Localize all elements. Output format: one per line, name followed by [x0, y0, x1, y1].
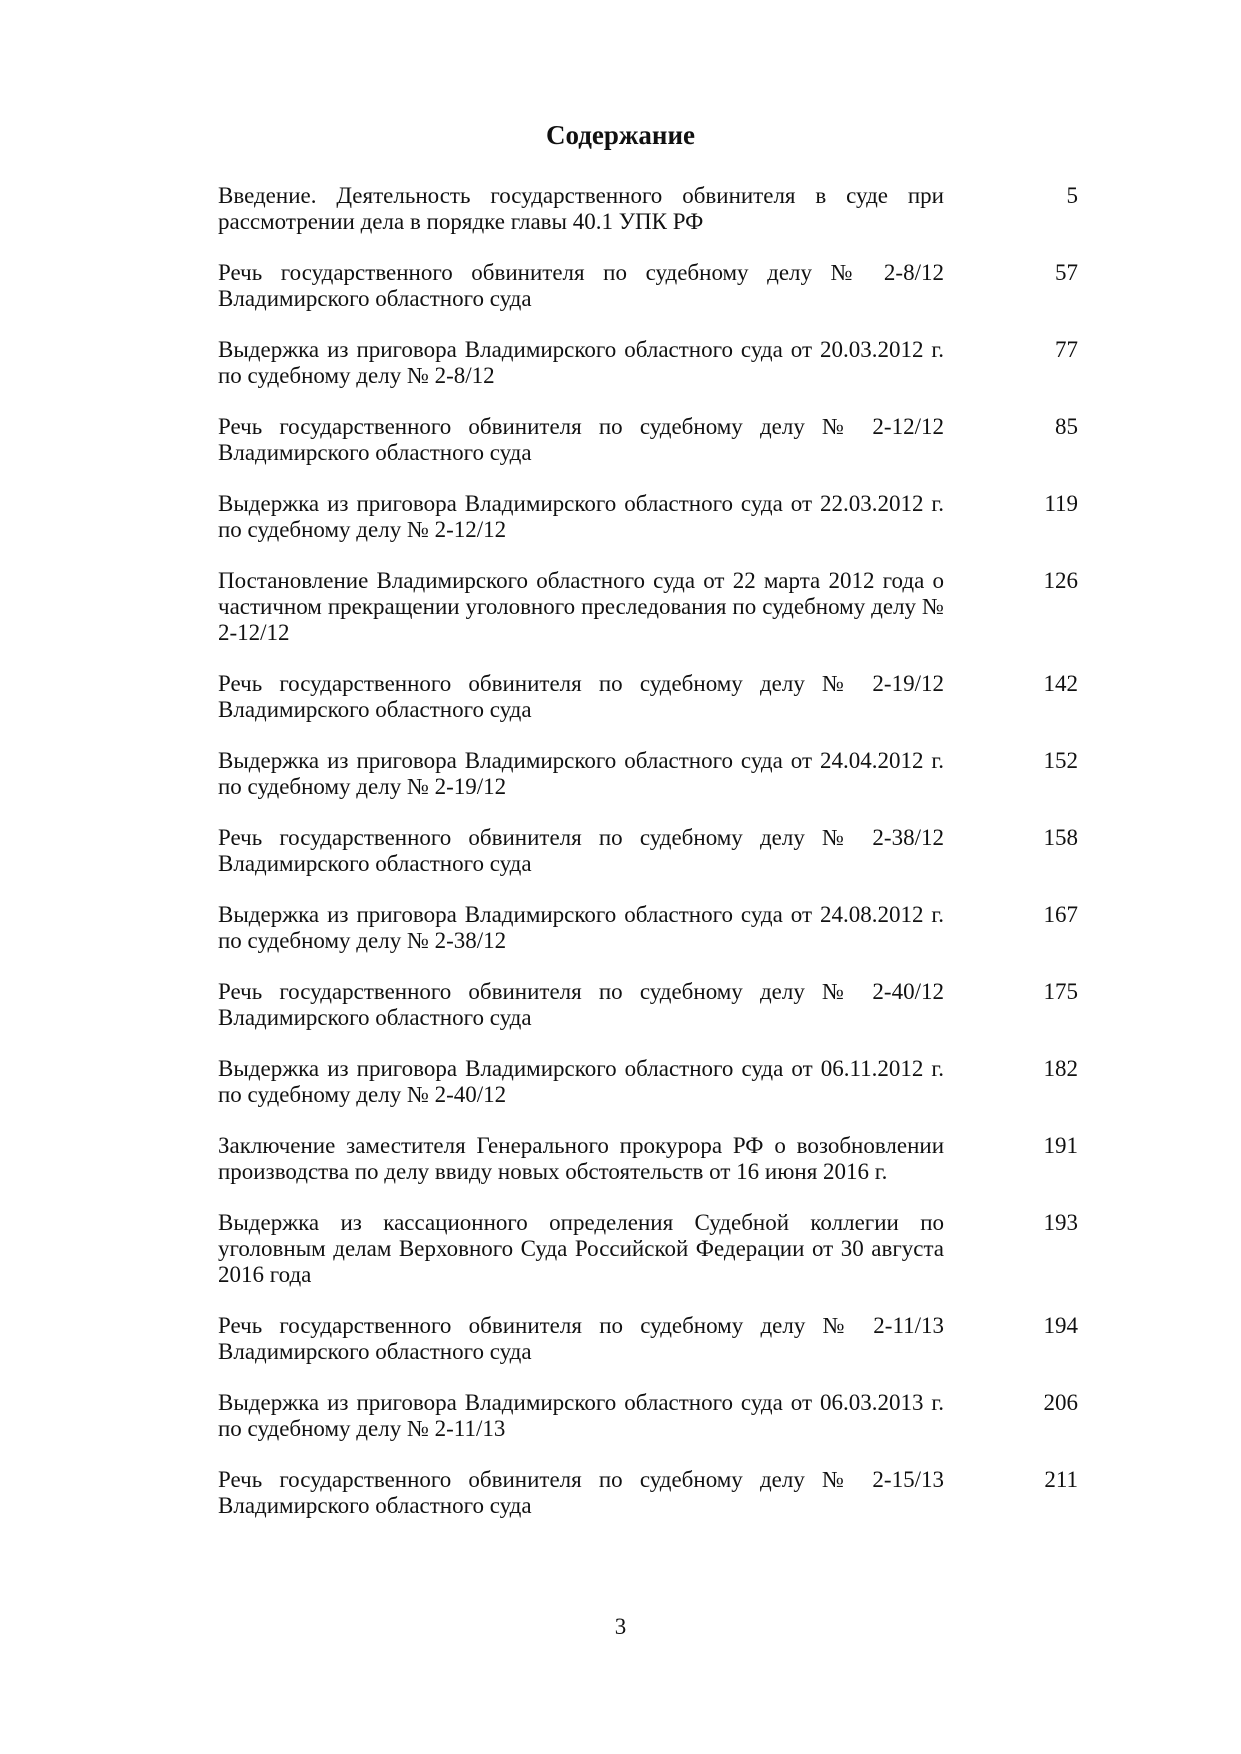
toc-entry [218, 414, 1078, 466]
toc-entry-page: 158 [1043, 825, 1078, 850]
toc-entry-page: 167 [1043, 902, 1078, 927]
toc-entry-title: Выдержка из кассационного определения Судебной коллегии по уголовным делам Верховного Суда Российской Федерации от 30 августа 2016 года [218, 1210, 944, 1287]
toc-entry-page: 85 [1055, 414, 1078, 439]
toc-entry-title: Речь государственного обвинителя по судебному делу № 2-12/12 Владимирского областного суда [218, 414, 944, 465]
toc-entry-title: Речь государственного обвинителя по судебному делу № 2-11/13 Владимирского областного суда [218, 1313, 944, 1364]
table-of-contents [218, 183, 1078, 1544]
toc-entry-page: 57 [1055, 260, 1078, 285]
toc-entry-page: 194 [1043, 1313, 1078, 1338]
toc-entry-title: Выдержка из приговора Владимирского областного суда от 24.04.2012 г. по судебному делу № 2-19/12 [218, 748, 944, 799]
toc-entry-page: 77 [1055, 337, 1078, 362]
toc-entry [218, 491, 1078, 543]
toc-entry-title: Заключение заместителя Генерального прокурора РФ о возобновлении производства по делу ввиду новых обстоятельств от 16 июня 2016 г. [218, 1133, 944, 1184]
toc-entry-title: Выдержка из приговора Владимирского областного суда от 24.08.2012 г. по судебному делу № 2-38/12 [218, 902, 944, 953]
toc-entry [218, 671, 1078, 723]
toc-entry [218, 1390, 1078, 1442]
toc-entry-page: 5 [1066, 183, 1078, 208]
toc-entry [218, 1467, 1078, 1519]
toc-entry [218, 568, 1078, 646]
page-title: Содержание [545, 120, 696, 150]
toc-entry-title: Введение. Деятельность государственного обвинителя в суде при рассмотрении дела в порядке главы 40.1 УПК РФ [218, 183, 944, 234]
toc-entry-title: Речь государственного обвинителя по судебному делу № 2-15/13 Владимирского областного суда [218, 1467, 944, 1518]
toc-entry [218, 748, 1078, 800]
toc-entry [218, 902, 1078, 954]
toc-entry-title: Выдержка из приговора Владимирского областного суда от 06.03.2013 г. по судебному делу № 2-11/13 [218, 1390, 944, 1441]
toc-entry [218, 1210, 1078, 1288]
page-number: 3 [614, 1614, 627, 1639]
toc-entry-title: Речь государственного обвинителя по судебному делу № 2-40/12 Владимирского областного суда [218, 979, 944, 1030]
toc-entry [218, 260, 1078, 312]
toc-entry [218, 337, 1078, 389]
toc-entry-title: Речь государственного обвинителя по судебному делу № 2-19/12 Владимирского областного суда [218, 671, 944, 722]
toc-entry-page: 193 [1043, 1210, 1078, 1235]
toc-entry-page: 126 [1043, 568, 1078, 593]
toc-entry-title: Выдержка из приговора Владимирского областного суда от 22.03.2012 г. по судебному делу № 2-12/12 [218, 491, 944, 542]
toc-entry [218, 183, 1078, 235]
toc-entry [218, 1133, 1078, 1185]
toc-entry-page: 206 [1043, 1390, 1078, 1415]
toc-entry [218, 979, 1078, 1031]
toc-entry-page: 211 [1044, 1467, 1078, 1492]
toc-entry-title: Речь государственного обвинителя по судебному делу № 2-38/12 Владимирского областного суда [218, 825, 944, 876]
toc-entry-page: 142 [1043, 671, 1078, 696]
toc-entry-page: 191 [1043, 1133, 1078, 1158]
toc-entry-title: Постановление Владимирского областного суда от 22 марта 2012 года о частичном прекращении уголовного преследования по судебному делу № 2-12/12 [218, 568, 944, 645]
toc-entry-page: 119 [1044, 491, 1078, 516]
toc-entry-page: 175 [1043, 979, 1078, 1004]
toc-entry-title: Выдержка из приговора Владимирского областного суда от 06.11.2012 г. по судебному делу № 2-40/12 [218, 1056, 944, 1107]
toc-entry [218, 825, 1078, 877]
toc-entry-title: Речь государственного обвинителя по судебному делу № 2-8/12 Владимирского областного суда [218, 260, 944, 311]
toc-entry-title: Выдержка из приговора Владимирского областного суда от 20.03.2012 г. по судебному делу № 2-8/12 [218, 337, 944, 388]
toc-entry [218, 1313, 1078, 1365]
toc-entry [218, 1056, 1078, 1108]
toc-entry-page: 152 [1043, 748, 1078, 773]
toc-entry-page: 182 [1043, 1056, 1078, 1081]
